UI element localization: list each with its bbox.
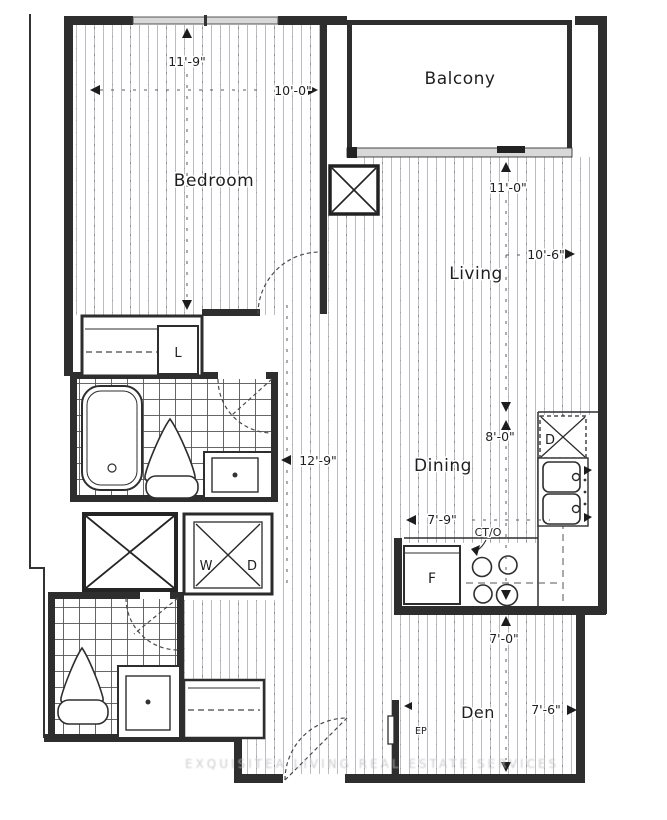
- den-dim-b: 7'-6": [531, 702, 561, 717]
- dining-dim-a: 8'-0": [485, 429, 515, 444]
- living-dim-b: 10'-6": [527, 247, 565, 262]
- entry-closet: [184, 680, 264, 738]
- storage-closet: [84, 514, 176, 590]
- door-threshold: [497, 146, 525, 153]
- living-label: Living: [449, 264, 503, 284]
- electrical-panel-label: EP: [415, 726, 427, 737]
- dining-dim-b: 7'-9": [427, 512, 457, 527]
- fridge-label: F: [427, 571, 437, 587]
- washer-dryer-closet: [184, 514, 272, 594]
- dining-label: Dining: [414, 456, 472, 476]
- dryer-label: D: [246, 559, 258, 574]
- den-floor: [399, 615, 576, 775]
- hall-dim: 12'-9": [299, 453, 337, 468]
- living-floor: [356, 157, 598, 415]
- den-dim-a: 7'-0": [489, 631, 519, 646]
- window-block-left: [347, 147, 357, 158]
- den-label: Den: [461, 703, 495, 722]
- balcony-label: Balcony: [424, 69, 496, 89]
- bedroom-dim-a: 11'-9": [168, 54, 206, 69]
- vanity-sink-icon: [204, 452, 272, 498]
- window-mullion: [204, 15, 207, 26]
- dishwasher-icon: [540, 416, 586, 458]
- bedroom-label: Bedroom: [173, 171, 255, 191]
- bedroom-closet: [82, 316, 202, 376]
- kitchen-sink-icon: [538, 458, 592, 526]
- dishwasher-label: D: [544, 433, 556, 448]
- bedroom-dim-b: 10'-0": [274, 83, 312, 98]
- living-dim-a: 11'-0": [489, 180, 527, 195]
- bathtub-icon: [82, 386, 142, 490]
- cooktop-label: CT/O: [474, 526, 502, 539]
- shaft-box: [330, 166, 378, 214]
- vanity2-sink-icon: [118, 666, 180, 738]
- linen-closet-label: L: [174, 346, 182, 361]
- fridge-icon: [404, 546, 460, 604]
- outer-boundary-line: [30, 14, 44, 738]
- washer-label: W: [199, 559, 213, 574]
- watermark-text: EXQUISITEA LIVING REAL ESTATE SERVICES: [185, 757, 560, 771]
- balcony-door-window: [347, 148, 572, 157]
- cooktop-icon: [473, 556, 518, 606]
